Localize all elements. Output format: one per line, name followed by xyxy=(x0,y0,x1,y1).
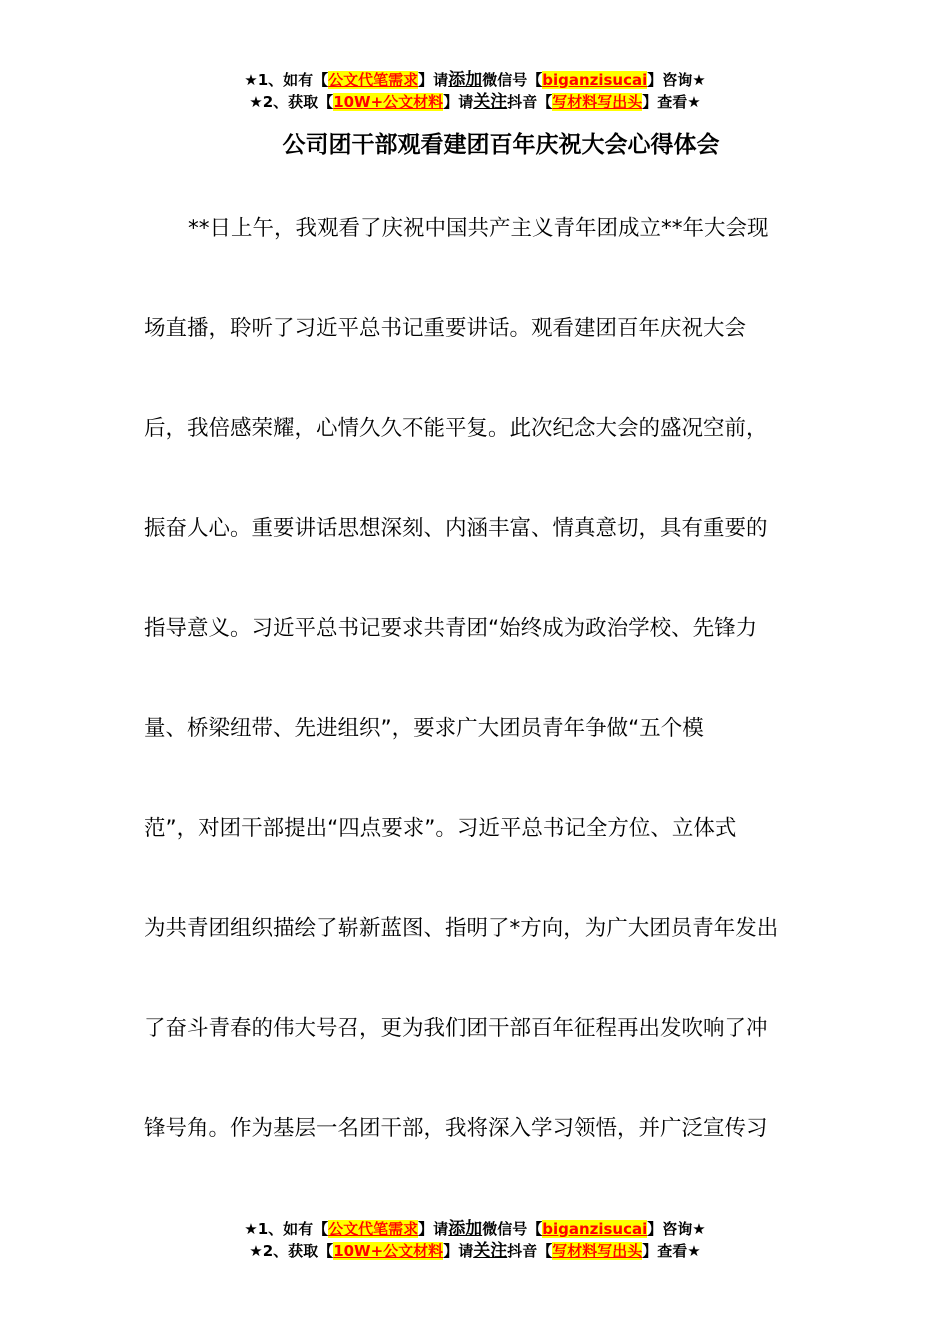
banner-text: 2、获取【 xyxy=(262,1242,334,1260)
banner-text: 微信号【 xyxy=(482,1220,543,1238)
highlight-service: 公文代笔需求 xyxy=(328,1220,419,1238)
body-line: 后，我倍感荣耀，心情久久不能平复。此次纪念大会的盛况空前， xyxy=(144,416,768,441)
body-line: 范”，对团干部提出“四点要求”。习近平总书记全方位、立体式 xyxy=(144,816,737,841)
banner-text: 】查看★ xyxy=(642,1242,701,1260)
banner-line-1 xyxy=(0,69,950,91)
star-icon: ★ xyxy=(244,1220,258,1238)
banner-text: 微信号【 xyxy=(482,71,543,89)
banner-text: 】查看★ xyxy=(642,93,701,111)
document-title: 公司团干部观看建团百年庆祝大会心得体会 xyxy=(282,132,720,158)
highlight-wechat-id: biganzisucai xyxy=(542,1220,648,1238)
banner-emphasis: 关注 xyxy=(473,1241,508,1261)
banner-line-2 xyxy=(0,1240,950,1262)
footer-banner xyxy=(0,1218,950,1262)
body-line: **日上午，我观看了庆祝中国共产主义青年团成立**年大会现 xyxy=(188,216,769,241)
banner-emphasis: 添加 xyxy=(448,70,483,90)
banner-text: 】请 xyxy=(418,71,449,89)
body-line: 振奋人心。重要讲话思想深刻、内涵丰富、情真意切，具有重要的 xyxy=(144,516,768,541)
banner-text: 抖音【 xyxy=(507,93,553,111)
banner-text: 】咨询★ xyxy=(647,1220,706,1238)
banner-text: 】咨询★ xyxy=(647,71,706,89)
star-icon: ★ xyxy=(249,93,263,111)
banner-text: 1、如有【 xyxy=(257,1220,329,1238)
banner-text: 】请 xyxy=(443,93,474,111)
body-line: 指导意义。习近平总书记要求共青团“始终成为政治学校、先锋力 xyxy=(144,616,758,641)
banner-emphasis: 添加 xyxy=(448,1219,483,1239)
body-line: 为共青团组织描绘了崭新蓝图、指明了*方向，为广大团员青年发出 xyxy=(144,916,779,941)
star-icon: ★ xyxy=(244,71,258,89)
highlight-materials: 10W+公文材料 xyxy=(333,1242,444,1260)
highlight-service: 公文代笔需求 xyxy=(328,71,419,89)
banner-text: 】请 xyxy=(443,1242,474,1260)
star-icon: ★ xyxy=(249,1242,263,1260)
body-line: 锋号角。作为基层一名团干部，我将深入学习领悟，并广泛宣传习 xyxy=(144,1116,768,1141)
document-body xyxy=(144,213,824,1213)
body-line: 场直播，聆听了习近平总书记重要讲话。观看建团百年庆祝大会 xyxy=(144,316,747,341)
highlight-douyin-account: 写材料写出头 xyxy=(552,1242,643,1260)
banner-text: 2、获取【 xyxy=(262,93,334,111)
banner-line-2 xyxy=(0,91,950,113)
body-line: 量、桥梁纽带、先进组织”，要求广大团员青年争做“五个模 xyxy=(144,716,704,741)
banner-text: 】请 xyxy=(418,1220,449,1238)
banner-text: 1、如有【 xyxy=(257,71,329,89)
highlight-douyin-account: 写材料写出头 xyxy=(552,93,643,111)
highlight-wechat-id: biganzisucai xyxy=(542,71,648,89)
header-banner xyxy=(0,69,950,113)
banner-text: 抖音【 xyxy=(507,1242,553,1260)
banner-line-1 xyxy=(0,1218,950,1240)
highlight-materials: 10W+公文材料 xyxy=(333,93,444,111)
banner-emphasis: 关注 xyxy=(473,92,508,112)
body-line: 了奋斗青春的伟大号召，更为我们团干部百年征程再出发吹响了冲 xyxy=(144,1016,768,1041)
